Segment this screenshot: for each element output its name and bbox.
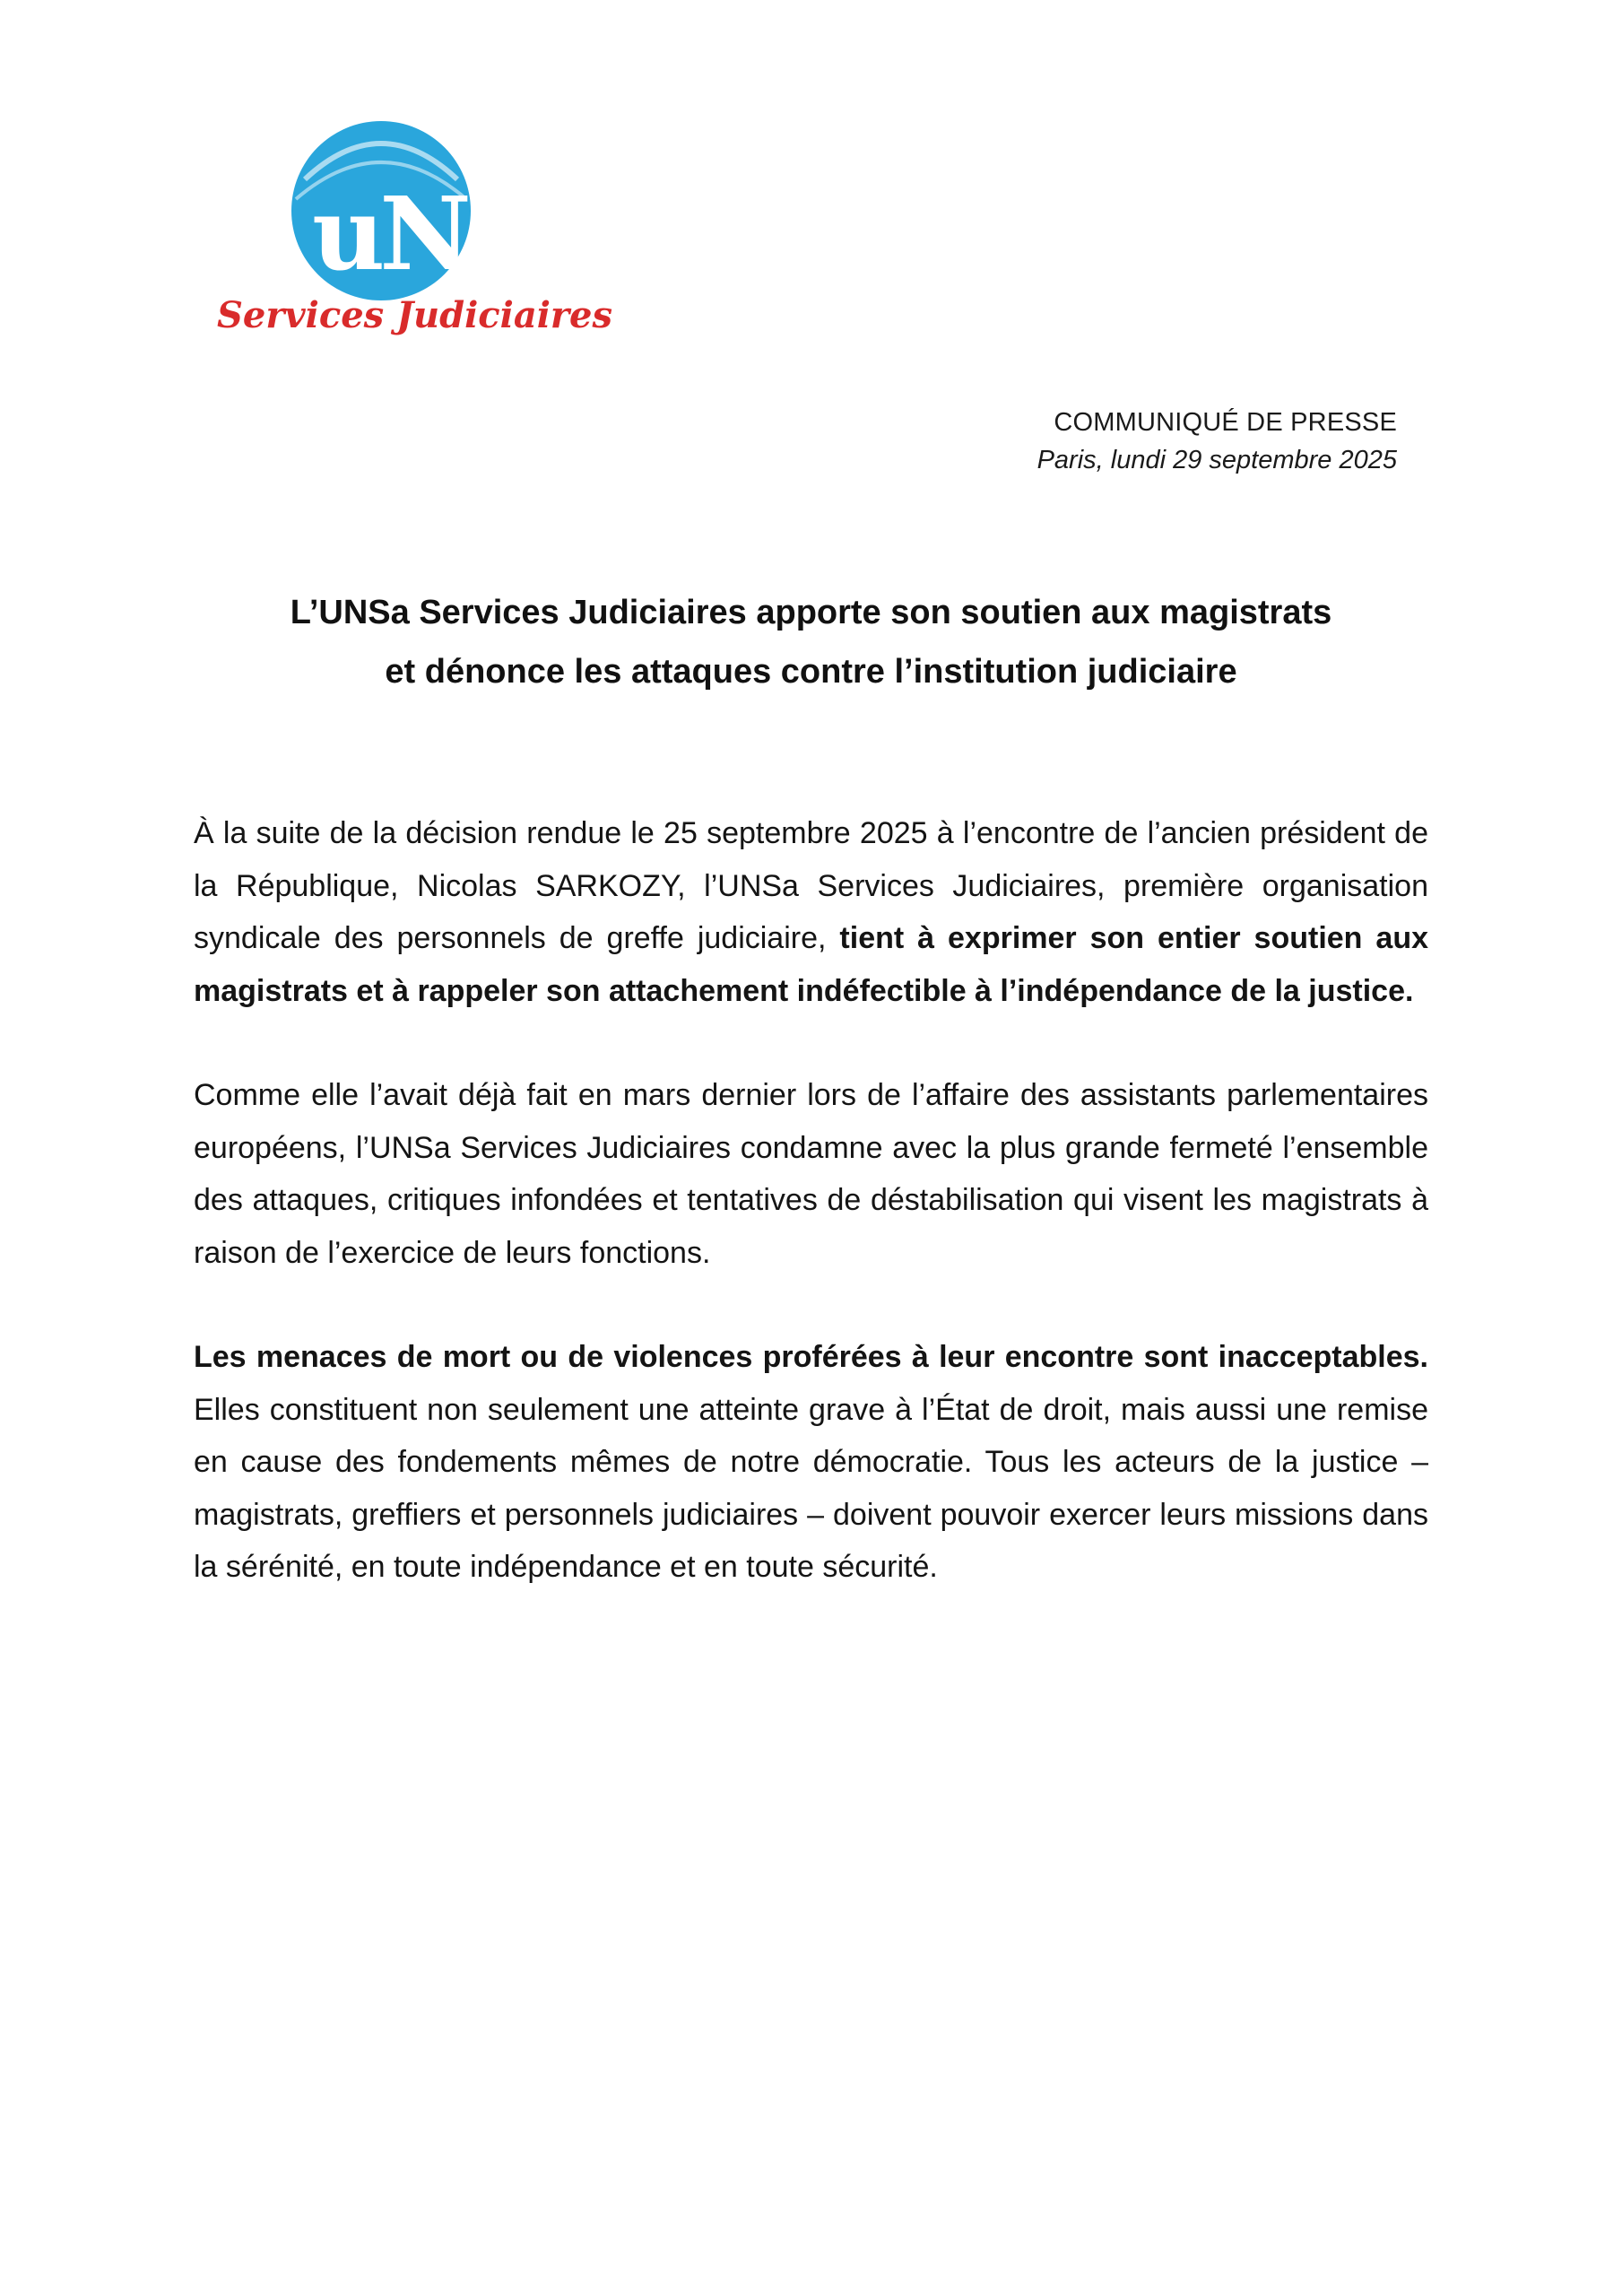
- logo-letters: uNSa: [312, 176, 594, 293]
- press-label: COMMUNIQUÉ DE PRESSE: [1054, 408, 1397, 437]
- press-body: [194, 807, 1428, 1646]
- press-date: Paris, lundi 29 septembre 2025: [1037, 446, 1397, 474]
- paragraph-3-text: Elles constituent non seulement une atteinte grave à l’État de droit, mais aussi une remise en cause des fondements mêmes de notre démocratie. Tous les acteurs de la justice – magistrats, greffiers et personnels judiciaires – doivent pouvoir exercer leurs missions dans la sérénité, en toute indépendance et en toute sécurité.: [194, 1392, 1428, 1584]
- paragraph-3: [194, 1331, 1428, 1594]
- paragraph-2-text: Comme elle l’avait déjà fait en mars dernier lors de l’affaire des assistants parlementaires européens, l’UNSa Services Judiciaires condamne avec la plus grande fermeté l’ensemble des attaques, critiques infondées et tentatives de déstabilisation qui visent les magistrats à raison de l’exercice de leurs fonctions.: [194, 1078, 1428, 1270]
- title-line-1: L’UNSa Services Judiciaires apporte son soutien aux magistrats: [290, 594, 1332, 631]
- press-header: [769, 404, 1397, 479]
- page-title: [194, 583, 1428, 701]
- paragraph-1: [194, 807, 1428, 1017]
- logo-subtitle: Services Judiciaires: [217, 294, 612, 336]
- paragraph-3-bold: Les menaces de mort ou de violences proférées à leur encontre sont inacceptables.: [194, 1340, 1428, 1374]
- title-line-2: et dénonce les attaques contre l’institution judiciaire: [385, 653, 1237, 691]
- unsa-logo: [206, 117, 612, 350]
- paragraph-1-bold: tient à exprimer son entier soutien aux magistrats et à rappeler son attachement indéfectible à l’indépendance de la justice.: [194, 921, 1428, 1008]
- paragraph-1-text: À la suite de la décision rendue le 25 septembre 2025 à l’encontre de l’ancien président de la République, Nicolas SARKOZY, l’UNSa Services Judiciaires, première organisation syndicale des personnels de greffe judiciaire,: [194, 816, 1428, 955]
- paragraph-2: [194, 1069, 1428, 1279]
